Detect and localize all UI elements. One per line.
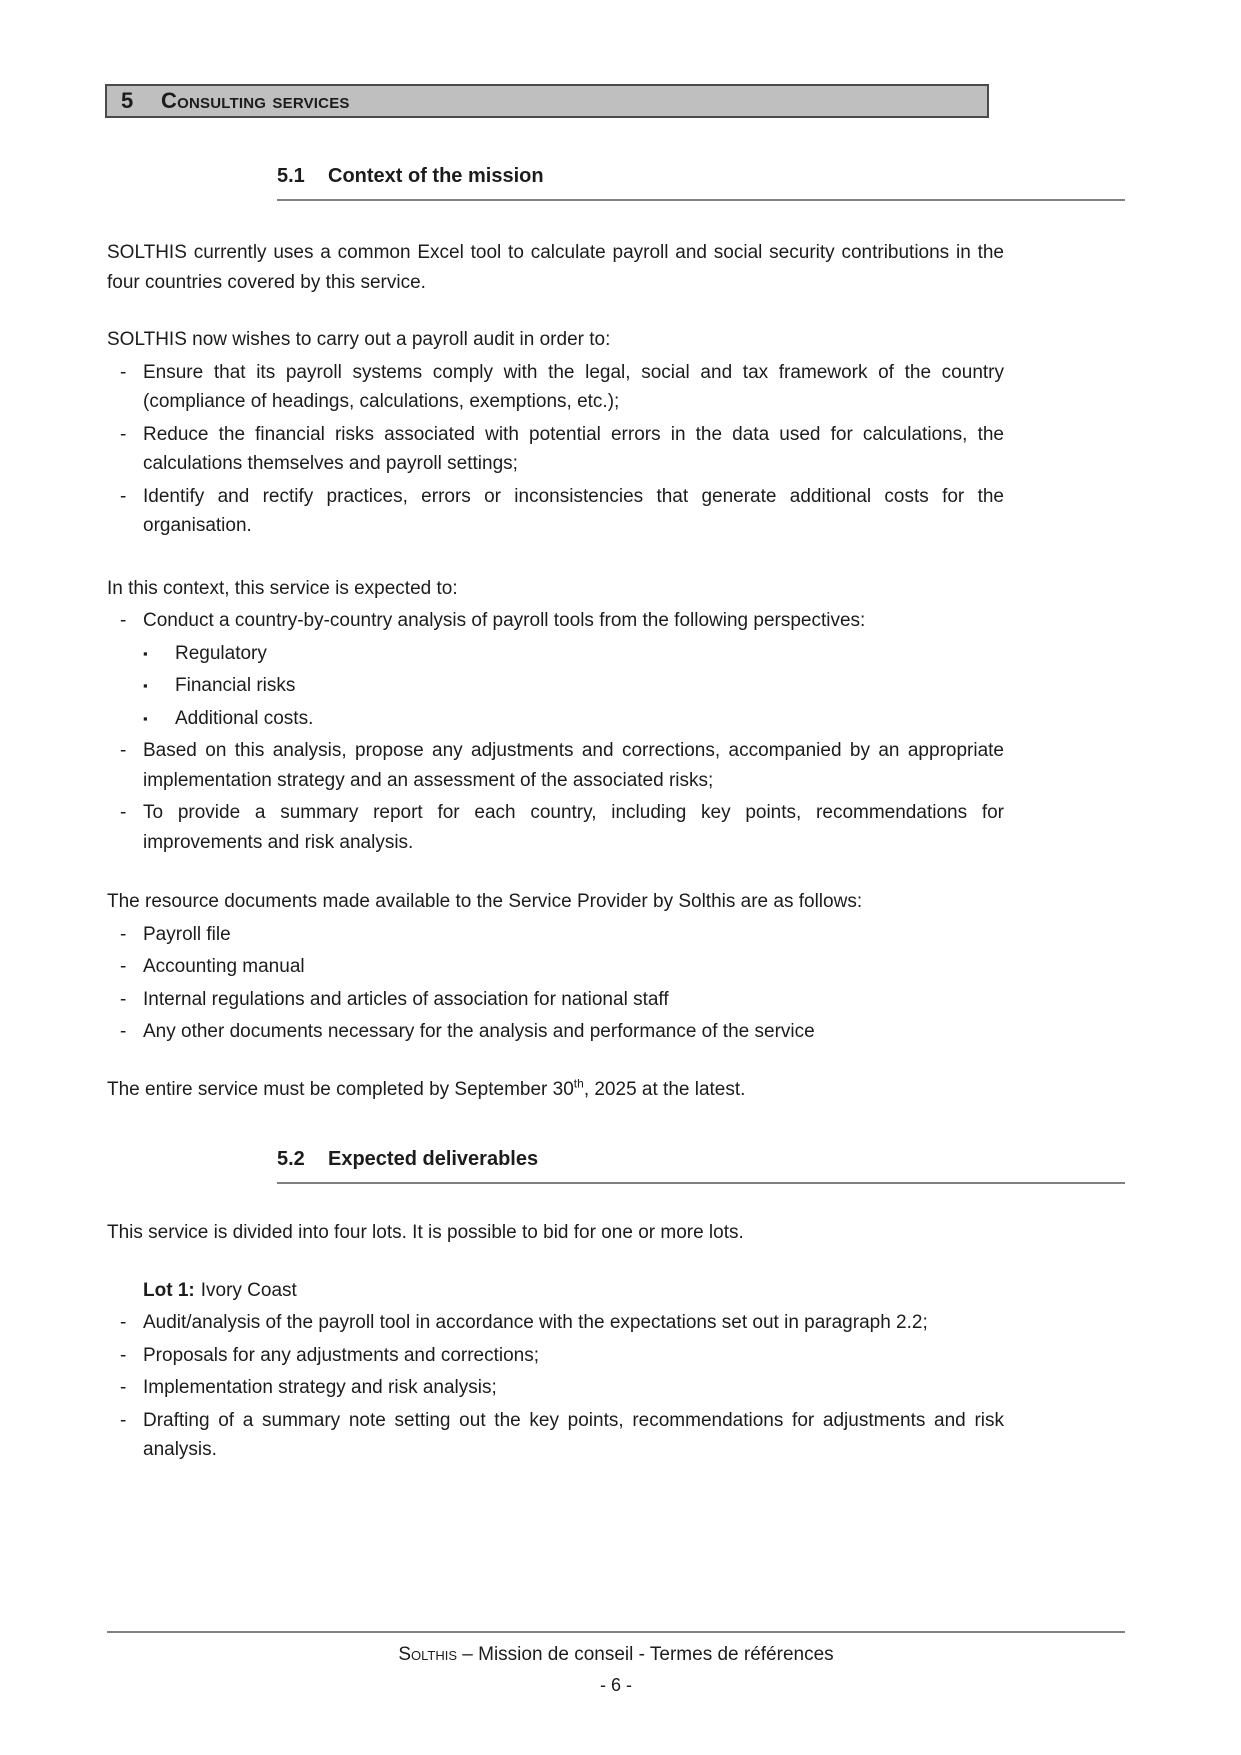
footer-title — [107, 1644, 1125, 1666]
dash-bullet: - — [120, 1312, 127, 1333]
list-item-text: Reduce the financial risks associated with potential errors in the data used for calculations, the calculations themselves and payroll settings; — [143, 423, 1004, 474]
lot-1-label: Lot 1: — [143, 1279, 195, 1301]
section-heading-box — [105, 84, 989, 118]
sub-list-item — [143, 639, 1004, 669]
list-item-text: Proposals for any adjustments and corrections; — [143, 1344, 540, 1366]
list-item — [107, 736, 1004, 795]
list-item — [107, 1017, 1004, 1047]
list-item-text: Identify and rectify practices, errors or inconsistencies that generate additional costs for the organisation. — [143, 485, 1004, 536]
dash-bullet: - — [120, 1377, 127, 1398]
list-item-text: Drafting of a summary note setting out the key points, recommendations for adjustments and risk analysis. — [143, 1409, 1004, 1460]
subsection-heading-5-1 — [277, 165, 1125, 201]
list-item — [107, 420, 1004, 479]
lot-1-heading — [143, 1276, 1125, 1306]
sub-list-item-text: Additional costs. — [175, 707, 314, 729]
dash-bullet: - — [120, 361, 127, 383]
paragraph: SOLTHIS currently uses a common Excel tool to calculate payroll and social security contributions in the four countries covered by this service. — [107, 242, 1004, 293]
list-item-text: Ensure that its payroll systems comply with the legal, social and tax framework of the country (compliance of headings, calculations, exemptions, etc.); — [143, 361, 1004, 412]
dash-bullet: - — [120, 1409, 127, 1431]
list-item — [107, 482, 1004, 541]
square-bullet: ▪ — [143, 645, 148, 661]
list-item — [107, 1308, 1004, 1338]
paragraph: The resource documents made available to the Service Provider by Solthis are as follows: — [107, 891, 863, 912]
resource-documents-list — [107, 920, 1004, 1047]
dash-bullet: - — [120, 923, 127, 945]
sub-list-item-text: Financial risks — [175, 675, 296, 696]
page-content — [107, 0, 1125, 1468]
list-item-text: To provide a summary report for each country, including key points, recommendations for improvements and risk analysis. — [143, 802, 1004, 853]
deadline-text: , 2025 at the latest. — [583, 1078, 746, 1100]
dash-bullet: - — [120, 485, 127, 507]
paragraph: This service is divided into four lots. It is possible to bid for one or more lots. — [107, 1222, 744, 1243]
list-item-text: Implementation strategy and risk analysis; — [143, 1377, 497, 1398]
list-item-text: Any other documents necessary for the analysis and performance of the service — [143, 1021, 815, 1042]
lot-1-name: Ivory Coast — [200, 1279, 297, 1301]
section-title: Consulting services — [161, 88, 350, 113]
list-item — [107, 606, 1004, 636]
lot-1-deliverables-list — [107, 1308, 1004, 1465]
list-item-text: Based on this analysis, propose any adjustments and corrections, accompanied by an appropriate implementation strategy and an assessment of the associated risks; — [143, 740, 1004, 791]
paragraph: In this context, this service is expected to: — [107, 577, 458, 599]
deadline-superscript: th — [573, 1076, 584, 1091]
list-item — [107, 1341, 1004, 1371]
list-item — [107, 1373, 1004, 1403]
paragraph: SOLTHIS now wishes to carry out a payroll audit in order to: — [107, 329, 611, 350]
dash-bullet: - — [120, 610, 127, 631]
subsection-title: Expected deliverables — [328, 1148, 539, 1170]
subsection-number: 5.2 — [277, 1148, 305, 1170]
list-item — [107, 1406, 1004, 1465]
list-item — [107, 952, 1004, 982]
sub-list-item-text: Regulatory — [175, 642, 267, 664]
dash-bullet: - — [120, 740, 127, 761]
page-footer — [107, 1631, 1125, 1696]
dash-bullet: - — [120, 988, 127, 1010]
list-item — [107, 798, 1004, 857]
square-bullet: ▪ — [143, 678, 148, 693]
square-bullet: ▪ — [143, 710, 148, 726]
subsection-number: 5.1 — [277, 165, 305, 187]
footer-brand: Solthis — [398, 1644, 457, 1665]
list-item — [107, 985, 1004, 1015]
dash-bullet: - — [120, 1021, 127, 1042]
dash-bullet: - — [120, 423, 127, 445]
page-number: - 6 - — [599, 1675, 632, 1695]
subsection-heading-5-2 — [277, 1148, 1125, 1184]
list-item-text: Audit/analysis of the payroll tool in accordance with the expectations set out in paragraph 2.2; — [143, 1312, 928, 1333]
list-item — [107, 920, 1004, 950]
dash-bullet: - — [120, 1344, 127, 1366]
subsection-title: Context of the mission — [328, 165, 544, 187]
list-item-text: Payroll file — [143, 923, 231, 945]
audit-goals-list — [107, 358, 1004, 541]
expectations-list — [107, 606, 1004, 857]
section-number: 5 — [121, 88, 134, 113]
list-item — [107, 358, 1004, 417]
deadline-paragraph — [107, 1075, 1004, 1105]
list-item-text: Accounting manual — [143, 956, 305, 977]
dash-bullet: - — [120, 802, 127, 823]
deadline-text: The entire service must be completed by September 30 — [107, 1078, 574, 1100]
list-item-text: Conduct a country-by-country analysis of payroll tools from the following perspectives: — [143, 610, 866, 631]
dash-bullet: - — [120, 956, 127, 977]
footer-title-rest: – Mission de conseil - Termes de références — [457, 1644, 834, 1665]
sub-list-item — [143, 704, 1004, 734]
sub-list-item — [143, 671, 1004, 701]
list-item-text: Internal regulations and articles of association for national staff — [143, 988, 669, 1010]
footer-divider — [107, 1631, 1125, 1633]
